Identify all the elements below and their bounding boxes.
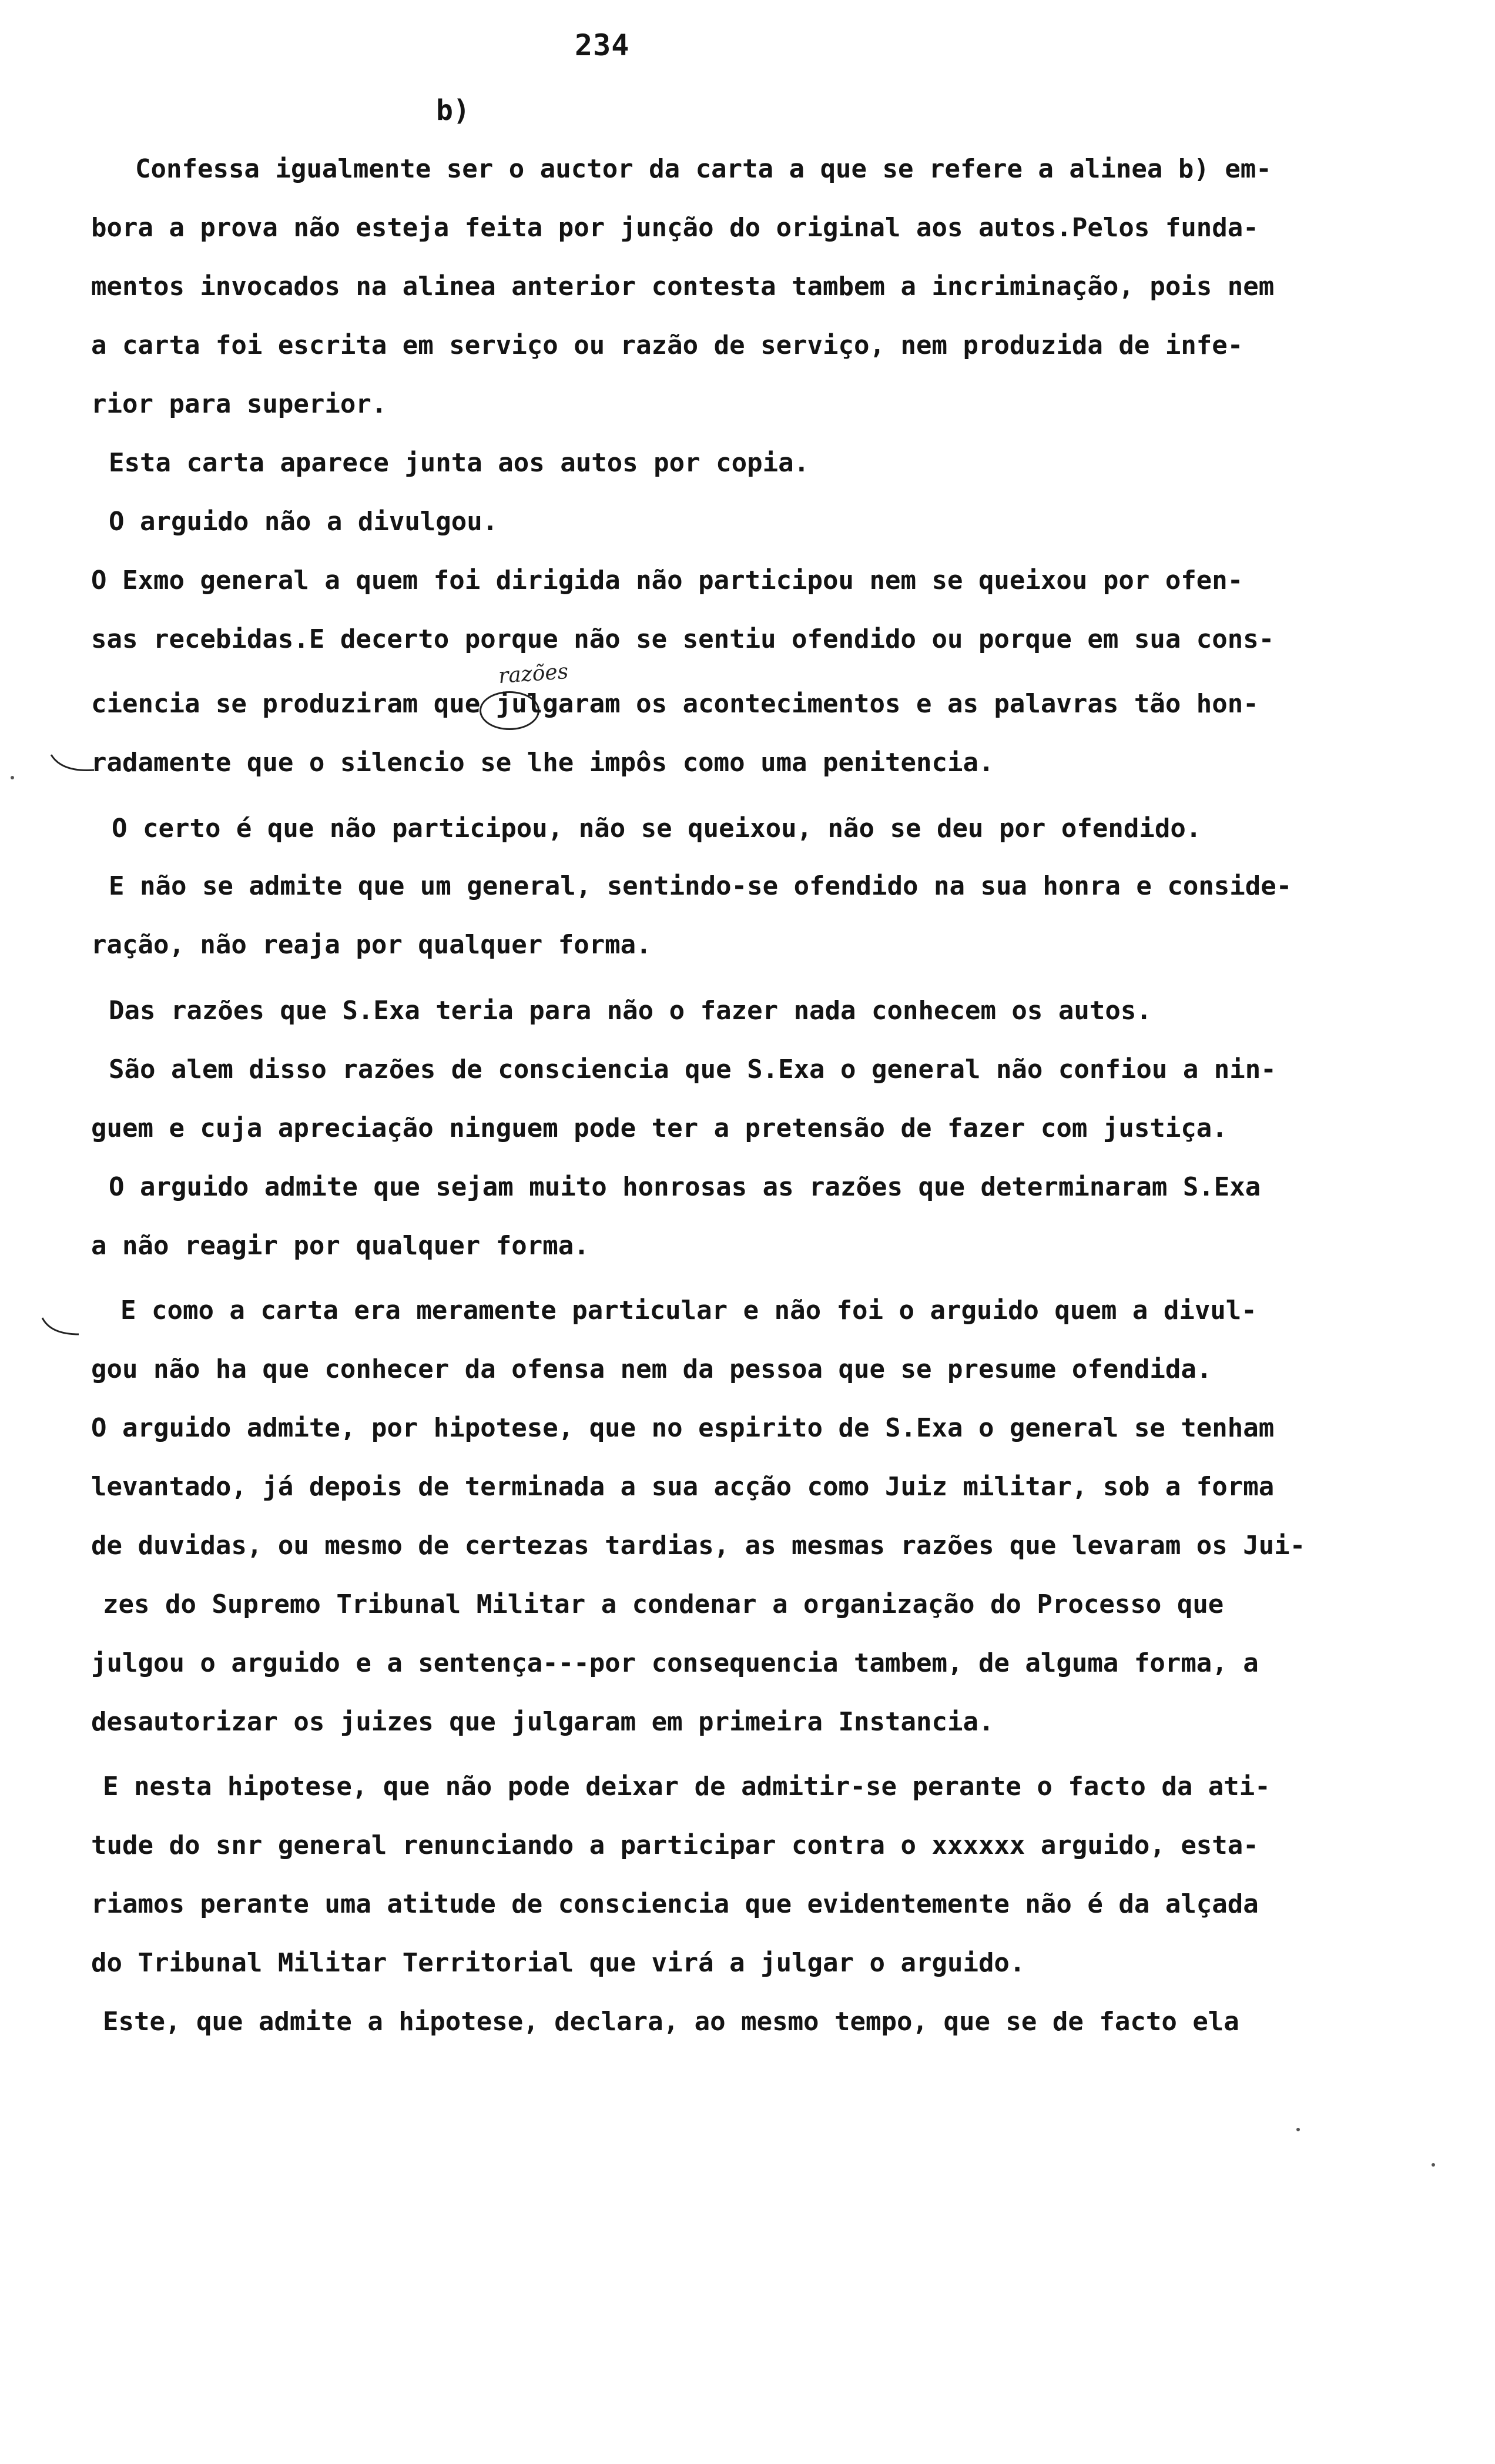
- text-line: E como a carta era meramente particular e não foi o arguido quem a divul-: [120, 1295, 1257, 1325]
- margin-dot: [1296, 2128, 1300, 2131]
- text-line: riamos perante uma atitude de consciencia que evidentemente não é da alçada: [91, 1889, 1259, 1919]
- margin-hook-mark: [40, 1317, 81, 1340]
- text-line: tude do snr general renunciando a participar contra o xxxxxx arguido, esta-: [91, 1830, 1259, 1860]
- text-line: a não reagir por qualquer forma.: [91, 1231, 589, 1261]
- margin-dot: [1432, 2163, 1435, 2167]
- text-line: O certo é que não participou, não se queixou, não se deu por ofendido.: [112, 813, 1202, 843]
- text-line: bora a prova não esteja feita por junção do original aos autos.Pelos funda-: [91, 213, 1259, 243]
- text-line: a carta foi escrita em serviço ou razão de serviço, nem produzida de infe-: [91, 330, 1243, 360]
- text-line: radamente que o silencio se lhe impôs como uma penitencia.: [91, 748, 994, 778]
- text-line: O arguido admite que sejam muito honrosas as razões que determinaram S.Exa: [109, 1172, 1261, 1202]
- text-line: O arguido admite, por hipotese, que no espirito de S.Exa o general se tenham: [91, 1413, 1275, 1443]
- text-line: Este, que admite a hipotese, declara, ao mesmo tempo, que se de facto ela: [103, 2007, 1239, 2037]
- text-line: ciencia se produziram que julgaram os acontecimentos e as palavras tão hon-: [91, 689, 1259, 719]
- margin-dot: [11, 776, 14, 779]
- text-line: zes do Supremo Tribunal Militar a condenar a organização do Processo que: [103, 1589, 1224, 1619]
- text-line: E não se admite que um general, sentindo-se ofendido na sua honra e conside-: [109, 871, 1292, 901]
- margin-hook-mark: [50, 752, 97, 776]
- text-line: O arguido não a divulgou.: [109, 507, 498, 537]
- text-line: O Exmo general a quem foi dirigida não participou nem se queixou por ofen-: [91, 565, 1243, 595]
- text-line: Esta carta aparece junta aos autos por copia.: [109, 448, 810, 478]
- text-line: mentos invocados na alinea anterior contesta tambem a incriminação, pois nem: [91, 272, 1275, 302]
- text-line: julgou o arguido e a sentença---por consequencia tambem, de alguma forma, a: [91, 1648, 1259, 1678]
- text-line: São alem disso razões de consciencia que S.Exa o general não confiou a nin-: [109, 1054, 1276, 1084]
- handwritten-annotation: razões: [497, 659, 569, 689]
- text-line: levantado, já depois de terminada a sua acção como Juiz militar, sob a forma: [91, 1472, 1275, 1502]
- text-line: guem e cuja apreciação ninguem pode ter a pretensão de fazer com justiça.: [91, 1113, 1228, 1143]
- text-line: desautorizar os juizes que julgaram em primeira Instancia.: [91, 1707, 994, 1737]
- text-line: ração, não reaja por qualquer forma.: [91, 930, 652, 960]
- text-line: Das razões que S.Exa teria para não o fazer nada conhecem os autos.: [109, 996, 1152, 1026]
- text-line: sas recebidas.E decerto porque não se sentiu ofendido ou porque em sua cons-: [91, 624, 1275, 654]
- text-line: Confessa igualmente ser o auctor da carta a que se refere a alinea b) em-: [135, 154, 1272, 184]
- text-line: gou não ha que conhecer da ofensa nem da pessoa que se presume ofendida.: [91, 1354, 1212, 1384]
- text-line: de duvidas, ou mesmo de certezas tardias, as mesmas razões que levaram os Jui-: [91, 1531, 1306, 1561]
- text-line: E nesta hipotese, que não pode deixar de admitir-se perante o facto da ati-: [103, 1772, 1271, 1802]
- text-line: do Tribunal Militar Territorial que virá a julgar o arguido.: [91, 1948, 1025, 1978]
- text-line: rior para superior.: [91, 389, 387, 419]
- section-label: b): [436, 94, 470, 127]
- page-number: 234: [575, 28, 630, 62]
